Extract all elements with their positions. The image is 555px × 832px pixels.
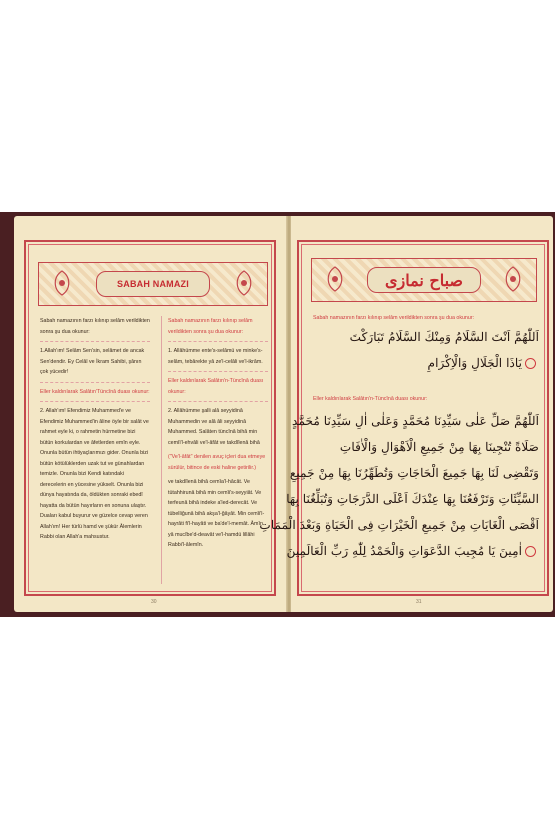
arabic-line: اٰمِينَ يَا مُجِيبَ الدَّعَوَاتِ وَالْحَمْدُ لِلّٰهِ رَبِّ الْعَالَمِينَ (286, 544, 522, 558)
title-cartouche (96, 271, 210, 297)
arabic-line: وَتَقْضِى لَنَا بِهَا جَمِيعَ الْحَاجَاتِ وَتُطَهِّرُنَا بِهَا مِنْ جَمِيعِ (289, 466, 539, 480)
transliteration-column (168, 316, 268, 555)
arabic-line: يَاذَا الْجَلَالِ وَالْاِكْرَامِ (427, 356, 522, 370)
intro-text: Sabah namazının farzı kılınıp selâm verildikten sonra şu dua okunur: (168, 318, 253, 335)
arabic-line: اَللّٰهُمَّ صَلِّ عَلٰى سَيِّدِنَا مُحَمَّدٍ وَعَلٰى اٰلِ سَيِّدِنَا مُحَمَّدٍ (292, 414, 539, 428)
verse-end-icon (525, 358, 536, 369)
divider (168, 371, 268, 372)
arabic-line-with-mark (286, 542, 539, 561)
intro-text: Sabah namazının farzı kılınıp selâm verildikten sonra şu dua okunur: (40, 318, 150, 335)
arabic-line: السَّيِّئَاتِ وَتَرْفَعُنَا بِهَا عِنْدَكَ اَعْلَى الدَّرَجَاتِ وَتُبَلِّغُنَا بِهَا (286, 492, 539, 506)
ornament-icon (231, 269, 257, 297)
intro-text: Sabah namazının farzı kılınıp selâm verildikten sonra şu dua okunur: (313, 315, 475, 321)
verse-end-icon (525, 546, 536, 557)
prayer-paragraph: 1. Allâhümme ente's-selâmü ve minke's-selâm, tebârekte yâ ze'l-celâli ve'l-ikrâm. (168, 348, 263, 365)
prayer-paragraph: 2. Allah'ım! Efendimiz Muhammed'e ve Efendimiz Muhammed'in âline öyle bir salât ve rahmet eyle ki, o rahmetin hürmetine bizi bütün korkulardan ve âfetlerden emîn eyle. Onunla bütün ihtiyaçlarımızı gider. Onunla bizi bütün kötülüklerden uzak tut ve günahlardan temizle. Onunla bizi Kendi katındaki derecelerin en yücesine yükselt. Onunla bizi dünya hayatında da, öldükten sonraki ebedî hayatta da bütün hayırların en sonuna ulaştır. Duaları kabul buyurur ve güzelce cevap veren Allah'ım! Her türlü hamd ve şükür Âlemlerin Rabbi olan Allah'a mahsustur. (40, 408, 149, 540)
page-number: 30 (151, 599, 157, 605)
divider (168, 341, 268, 342)
arabic-line-with-mark (307, 354, 539, 373)
prayer-paragraph: 2. Allâhümme şalli alâ seyyidinâ Muhammedin ve alâ âli seyyidinâ Muhammed. Salâten tüncînâ bihâ min cemîi'l-ehvâli ve'l-âfât ve takdîlenâ bihâ (168, 408, 260, 446)
right-page (259, 216, 553, 612)
title-cartouche (367, 267, 481, 293)
prayer-paragraph: 1.Allah'ım! Selâm Sen'sin, selâmet de ancak Sen'dendir. Ey Celâl ve İkram Sahibi, şânın çok yücedir! (40, 348, 145, 375)
divider (40, 401, 150, 402)
page-title: SABAH NAMAZI (117, 279, 189, 289)
right-title-banner (311, 258, 537, 302)
instruction-text: Eller kaldırılarak Salâtın'Tüncînâ duası okunur: (40, 388, 150, 395)
prayer-paragraph: ve takdîlenâ bihâ cemîa'l-hâcât. Ve tütahhirunâ bihâ min cemîi's-seyyiât. Ve terfeunâ bihâ indeke a'led-derecât. Ve tübelliğunâ bihâ akşa'l-ğâyât. Min cemîi'l-hayrâti fi'l-hayâti ve ba'de'l-memât. Âmîn yâ mucîbe'd-deavât ve'l-hamdü lillâhi Rabbi'l-âlemîn. (168, 479, 265, 548)
instruction-text: Eller kaldırılarak Salâtın'n-Tüncînâ duası okunur: (168, 378, 264, 395)
arabic-line: اَقْصَى الْغَايَاتِ مِنْ جَمِيعِ الْخَيْرَاتِ فِى الْحَيَاةِ وَبَعْدَ الْمَمَاتِ (259, 518, 539, 532)
divider (40, 341, 150, 342)
arabic-line: اَللّٰهُمَّ اَنْتَ السَّلَامُ وَمِنْكَ السَّلَامُ تَبَارَكْتَ (349, 330, 539, 344)
open-book (0, 212, 555, 617)
arabic-line: صَلَاةً تُنْجِينَا بِهَا مِنْ جَمِيعِ الْاَهْوَالِ وَالْاٰفَاتِ (339, 440, 539, 454)
ornament-icon (322, 265, 348, 293)
column-divider (161, 316, 162, 584)
note-text: ("Ve'l-âfât" denilen avuç içleri dua etmeye sürülür, bitince de eski haline getirilir.) (168, 454, 266, 471)
left-title-banner (38, 262, 268, 306)
page-number: 31 (416, 599, 422, 605)
ornament-icon (500, 265, 526, 293)
ornament-icon (49, 269, 75, 297)
left-page (14, 216, 288, 612)
turkish-meaning-column (40, 316, 150, 547)
divider (168, 401, 268, 402)
page-title-arabic: صباح نمازى (384, 270, 463, 290)
divider (40, 382, 150, 383)
instruction-text: Eller kaldırılarak Salâtın'n-Tüncînâ duası okunur: (313, 396, 428, 402)
